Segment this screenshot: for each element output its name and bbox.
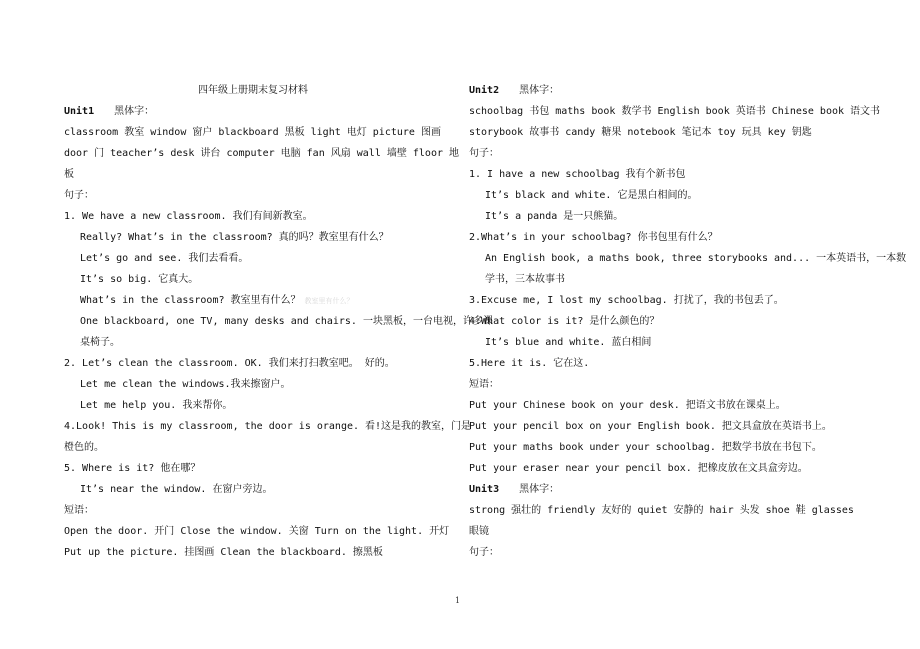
unit1-sentences-label: 句子： — [64, 190, 94, 201]
unit1-sentence-1e: One blackboard, one TV, many desks and chairs. 一块黑板，一台电视，许多课 — [80, 316, 493, 327]
unit1-sentence-4: 4.Look! This is my classroom, the door is orange. 看!这是我的教室，门是 — [64, 421, 472, 432]
unit2-sentence-3: 3.Excuse me, I lost my schoolbag. 打扰了，我的书包丢了。 — [469, 295, 784, 306]
unit3-label: Unit3 — [469, 484, 500, 495]
unit1-sentence-2: 2. Let’s clean the classroom. OK. 我们来打扫教室吧。 好的。 — [64, 358, 395, 369]
unit2-sentence-2a: An English book, a maths book, three storybooks and... 一本英语书，一本数 — [485, 253, 907, 264]
unit3-vocab-label: 黑体字： — [519, 484, 560, 495]
unit2-sentences-label: 句子： — [469, 148, 499, 159]
unit2-phrase-1: Put your Chinese book on your desk. 把语文书放在课桌上。 — [469, 400, 786, 411]
unit2-phrase-3: Put your maths book under your schoolbag. 把数学书放在书包下。 — [469, 442, 822, 453]
unit3-vocab-line-1: strong 强壮的 friendly 友好的 quiet 安静的 hair 头发 shoe 鞋 glasses — [469, 505, 854, 516]
unit1-sentence-1: 1. We have a new classroom. 我们有间新教室。 — [64, 211, 313, 222]
unit1-vocab-line-3: 板 — [64, 169, 74, 180]
unit1-vocab-label: 黑体字： — [114, 106, 155, 117]
unit1-sentence-1d-text: What’s in the classroom? 教室里有什么？ — [80, 295, 301, 306]
unit1-vocab-line-2: door 门 teacher’s desk 讲台 computer 电脑 fan 风扇 wall 墙壁 floor 地 — [64, 148, 460, 159]
unit3-sentences-label: 句子： — [469, 547, 499, 558]
unit1-heading — [64, 105, 154, 119]
unit1-sentence-1d — [80, 294, 354, 308]
unit2-sentence-4a: It’s blue and white. 蓝白相间 — [485, 337, 652, 348]
unit2-sentence-4: 4.What color is it? 是什么颜色的？ — [469, 316, 660, 327]
unit2-phrase-2: Put your pencil box on your English book. 把文具盒放在英语书上。 — [469, 421, 832, 432]
unit1-vocab-line-1: classroom 教室 window 窗户 blackboard 黑板 light 电灯 picture 图画 — [64, 127, 441, 138]
unit2-vocab-line-2: storybook 故事书 candy 糖果 notebook 笔记本 toy 玩具 key 钥匙 — [469, 127, 812, 138]
unit1-sentence-1c: It’s so big. 它真大。 — [80, 274, 199, 285]
unit2-heading — [469, 84, 559, 98]
unit1-label: Unit1 — [64, 106, 95, 117]
unit3-heading — [469, 483, 559, 497]
unit1-phrases-label: 短语： — [64, 505, 94, 516]
unit1-sentence-2a: Let me clean the windows.我来擦窗户。 — [80, 379, 291, 390]
unit2-sentence-1a: It’s black and white. 它是黑白相间的。 — [485, 190, 698, 201]
unit2-vocab-line-1: schoolbag 书包 maths book 数学书 English book 英语书 Chinese book 语文书 — [469, 106, 881, 117]
unit1-sentence-1f: 桌椅子。 — [80, 337, 120, 348]
unit2-sentence-2b: 学书，三本故事书 — [485, 274, 565, 285]
unit1-sentence-1a: Really? What’s in the classroom? 真的吗？教室里有什么？ — [80, 232, 389, 243]
faint-overlay-text: 教室里有什么？ — [304, 297, 354, 305]
unit1-phrase-line-1: Open the door. 开门 Close the window. 关窗 Turn on the light. 开灯 — [64, 526, 450, 537]
page-number: 1 — [455, 596, 461, 605]
unit2-sentence-2: 2.What’s in your schoolbag? 你书包里有什么？ — [469, 232, 718, 243]
unit1-sentence-4b: 橙色的。 — [64, 442, 104, 453]
unit2-label: Unit2 — [469, 85, 500, 96]
unit2-phrases-label: 短语： — [469, 379, 499, 390]
unit1-sentence-1b: Let’s go and see. 我们去看看。 — [80, 253, 249, 264]
unit1-sentence-5: 5. Where is it? 他在哪？ — [64, 463, 201, 474]
page-title: 四年级上册期末复习材料 — [198, 85, 308, 96]
unit1-sentence-2b: Let me help you. 我来帮你。 — [80, 400, 233, 411]
unit3-vocab-line-2: 眼镜 — [469, 526, 489, 537]
unit1-phrase-line-2: Put up the picture. 挂图画 Clean the blackboard. 擦黑板 — [64, 547, 383, 558]
unit2-vocab-label: 黑体字： — [519, 85, 560, 96]
unit2-sentence-5: 5.Here it is. 它在这. — [469, 358, 590, 369]
unit2-sentence-1b: It’s a panda 是一只熊猫。 — [485, 211, 624, 222]
unit2-phrase-4: Put your eraser near your pencil box. 把橡皮放在文具盒旁边。 — [469, 463, 808, 474]
unit2-sentence-1: 1. I have a new schoolbag 我有个新书包 — [469, 169, 686, 180]
unit1-sentence-5a: It’s near the window. 在窗户旁边。 — [80, 484, 273, 495]
